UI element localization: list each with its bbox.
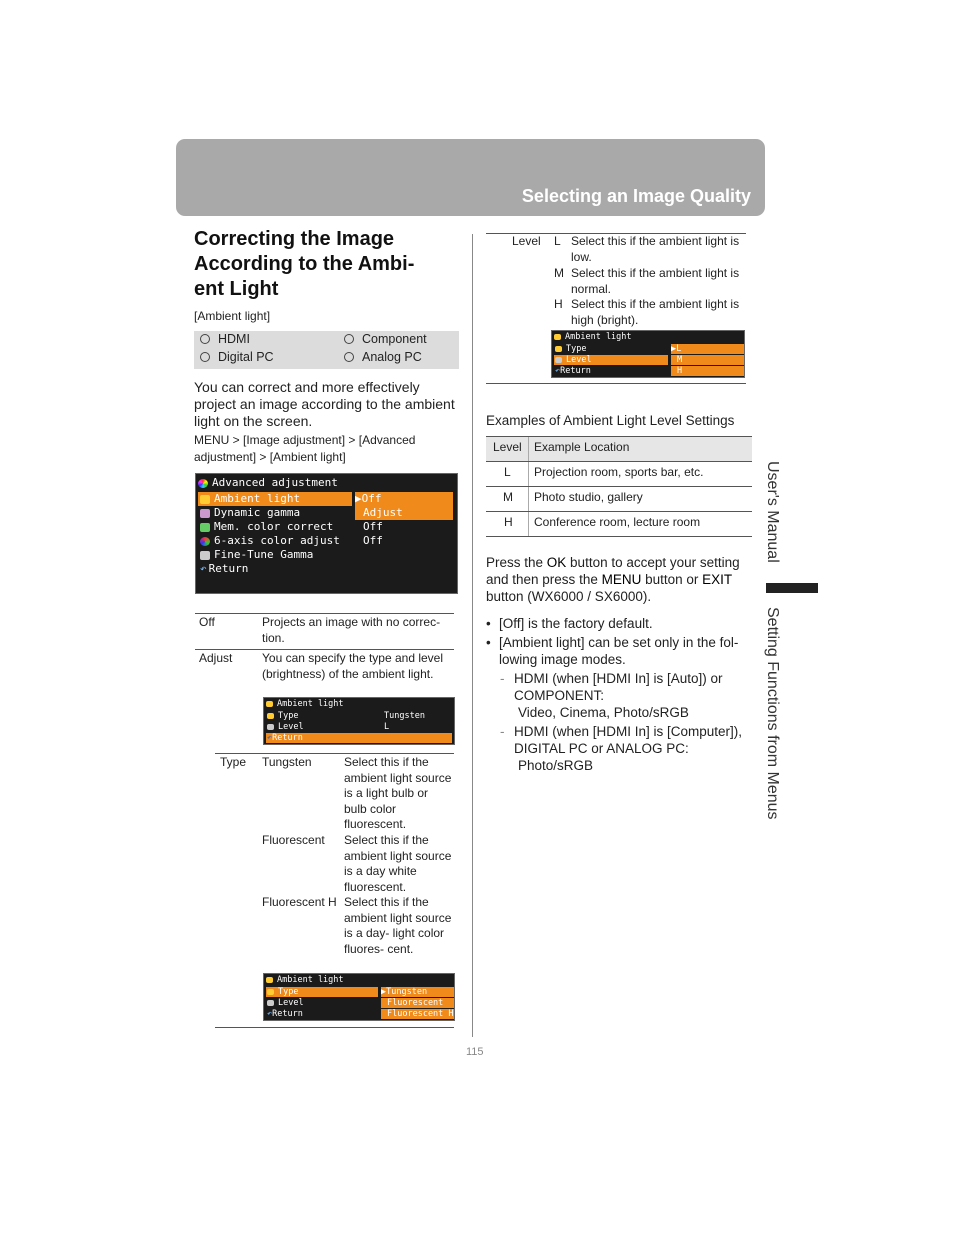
text: button to accept your setting [566, 555, 740, 570]
color-wheel-icon [198, 479, 208, 488]
circle-icon [344, 334, 354, 344]
ambient-light-level-osd [551, 330, 745, 378]
osd-title-text: Ambient light [277, 699, 344, 709]
osd-option[interactable]: M [671, 355, 744, 365]
page-title-line: ent Light [194, 278, 279, 300]
osd-item-label: Return [272, 733, 303, 743]
osd-row-type[interactable] [266, 987, 452, 997]
level-code: M [554, 266, 564, 280]
level-desc: Select this if the ambient light is high (bright). [571, 297, 740, 327]
osd-row-level[interactable] [266, 722, 452, 732]
dash-icon: - [500, 724, 505, 739]
dash-icon: - [500, 671, 505, 686]
list-subitem [486, 723, 752, 774]
table-rule [486, 536, 752, 537]
osd-item-value: Tungsten [384, 711, 425, 721]
section-title: Selecting an Image Quality [521, 186, 751, 206]
examples-header-level: Level [493, 440, 522, 454]
table-rule [486, 461, 752, 462]
osd-option[interactable]: H [671, 366, 744, 376]
option-adjust-desc: You can specify the type and level (brightness) of the ambient light. [262, 651, 444, 681]
osd-row-level[interactable] [554, 355, 742, 365]
subitem-text: HDMI (when [HDMI In] is [Auto]) or COMPONENT: [514, 671, 723, 703]
ambient-light-type-osd [263, 973, 455, 1021]
osd-row-return[interactable] [198, 562, 455, 576]
input-sources-box [194, 331, 459, 369]
examples-level: L [504, 465, 511, 479]
gamma-icon [200, 509, 210, 518]
level-desc: Select this if the ambient light is normal. [571, 266, 740, 296]
osd-row-mem-color[interactable] [198, 520, 455, 534]
table-rule [195, 613, 454, 614]
source-label: Analog PC [362, 350, 422, 364]
table-rule [486, 436, 752, 437]
subitem-modes: Video, Cinema, Photo/sRGB [518, 705, 689, 720]
osd-item-value: ▶Off [355, 492, 453, 506]
osd-row-return[interactable] [266, 733, 452, 743]
bulb-icon [267, 989, 274, 995]
circle-icon [200, 352, 210, 362]
osd-title [554, 332, 742, 342]
osd-title [266, 699, 452, 709]
page-number: 115 [466, 1046, 484, 1058]
ambient-light-icon [554, 334, 561, 340]
osd-title [198, 476, 455, 490]
osd-item-value: Off [363, 520, 383, 533]
level-icon [555, 357, 562, 363]
bulb-icon [267, 713, 274, 719]
osd-title-text: Ambient light [565, 332, 632, 342]
osd-item-value: Adjust [355, 506, 453, 520]
chapter-header-band [176, 139, 765, 216]
source-analog-pc [344, 350, 422, 364]
menu-key: MENU [601, 572, 642, 587]
osd-option[interactable]: Fluorescent H [381, 1009, 454, 1019]
osd-item-label: Level [278, 998, 304, 1008]
side-tab-marker [766, 583, 818, 593]
osd-item-label: Return [208, 562, 249, 575]
source-label: Digital PC [218, 350, 274, 364]
six-axis-icon [200, 537, 210, 546]
exit-key: EXIT [702, 572, 733, 587]
osd-row-dynamic-gamma[interactable] [198, 506, 455, 520]
subitem-modes: Photo/sRGB [518, 758, 594, 773]
table-rule [215, 1027, 454, 1028]
side-tab [757, 455, 801, 855]
type-desc: Select this if the ambient light source is a day white fluorescent. [344, 833, 452, 894]
examples-level: M [503, 490, 513, 504]
ok-key: OK [546, 555, 567, 570]
type-name: Fluorescent [262, 833, 325, 847]
ambient-light-osd [263, 697, 455, 745]
osd-row-level[interactable] [266, 998, 452, 1008]
bullet-text: [Ambient light] can be set only in the fol- lowing image modes. [499, 635, 739, 667]
table-rule [215, 753, 454, 754]
osd-option[interactable]: Fluorescent [381, 998, 454, 1008]
bullet-icon: • [486, 616, 491, 631]
source-component [344, 332, 427, 346]
table-rule [486, 383, 746, 384]
option-adjust-label: Adjust [199, 651, 233, 665]
osd-item-label: Return [560, 366, 591, 376]
osd-item-label: Level [566, 355, 592, 365]
osd-row-ambient-light[interactable] [198, 492, 455, 506]
level-icon [267, 1000, 274, 1006]
table-rule [486, 511, 752, 512]
menu-item-label: [Ambient light] [194, 309, 271, 323]
osd-option-text: Tungsten [386, 987, 428, 997]
osd-option[interactable]: ▶Tungsten [381, 987, 454, 997]
menu-path: MENU > [Image adjustment] > [Advanced adjustment] > [Ambient light] [194, 433, 416, 464]
osd-item-label: Fine-Tune Gamma [214, 548, 314, 561]
type-desc: Select this if the ambient light source is a day- light color fluores- cent. [344, 895, 452, 956]
osd-row-6-axis[interactable] [198, 534, 455, 548]
osd-item-label: Type [278, 711, 299, 721]
source-label: HDMI [218, 332, 250, 346]
circle-icon [344, 352, 354, 362]
return-icon: ↶ [267, 1009, 273, 1019]
source-digital-pc [200, 350, 274, 364]
source-hdmi [200, 332, 250, 346]
osd-row-type[interactable] [266, 711, 452, 721]
osd-item-label: Ambient light [214, 492, 301, 505]
osd-item-value: L [384, 722, 390, 732]
intro-text: You can correct and more effectively project an image according to the ambient light on the screen. [194, 379, 455, 429]
side-tab-chapter: Setting Functions from Menus [764, 607, 781, 820]
bullet-text: [Off] is the factory default. [499, 616, 653, 631]
osd-value-text: Off [361, 492, 382, 505]
notes-list [486, 615, 752, 774]
text: Press the [486, 555, 547, 570]
press-ok-text [486, 554, 752, 605]
option-off-label: Off [199, 615, 215, 629]
osd-item-label: Dynamic gamma [214, 506, 301, 519]
level-icon [267, 724, 274, 730]
osd-title-text: Advanced adjustment [212, 476, 338, 489]
level-code: H [554, 297, 563, 311]
source-label: Component [362, 332, 427, 346]
osd-option[interactable]: ▶L [671, 344, 744, 354]
column-divider [472, 234, 473, 1037]
examples-location: Projection room, sports bar, etc. [534, 465, 704, 479]
circle-icon [200, 334, 210, 344]
osd-item-value: Off [363, 534, 383, 547]
type-desc: Select this if the ambient light source is a light bulb or bulb color fluorescent. [344, 755, 452, 831]
examples-level: H [504, 515, 513, 529]
osd-row-return[interactable] [266, 1009, 452, 1019]
level-desc: Select this if the ambient light is low. [571, 234, 740, 264]
page-title-line: Correcting the Image [194, 228, 395, 250]
table-rule [195, 649, 454, 650]
text: and then press the [486, 572, 602, 587]
osd-row-return[interactable] [554, 366, 742, 376]
return-icon: ↶ [200, 562, 207, 575]
subitem-text: HDMI (when [HDMI In] is [Computer]), DIGITAL PC or ANALOG PC: [514, 724, 743, 756]
type-label: Type [220, 755, 247, 769]
color-correct-icon [200, 523, 210, 532]
bulb-icon [555, 346, 562, 352]
return-icon: ↶ [555, 366, 561, 376]
osd-title [266, 975, 452, 985]
ambient-light-icon [266, 977, 273, 983]
examples-caption: Examples of Ambient Light Level Settings [486, 413, 735, 428]
page-title [194, 227, 444, 302]
ambient-light-icon [266, 701, 273, 707]
osd-title-text: Ambient light [277, 975, 344, 985]
text: button or [641, 572, 703, 587]
osd-item-label: Return [272, 1009, 303, 1019]
osd-row-fine-tune[interactable] [198, 548, 455, 562]
osd-item-label: Type [278, 987, 299, 997]
level-code: L [554, 234, 561, 248]
examples-header-location: Example Location [534, 440, 630, 454]
side-tab-manual: User's Manual [764, 461, 781, 563]
osd-item-label: Level [278, 722, 304, 732]
osd-row-type[interactable] [554, 344, 742, 354]
examples-location: Conference room, lecture room [534, 515, 701, 529]
osd-item-label: Type [566, 344, 587, 354]
osd-option-text: L [676, 344, 682, 354]
advanced-adjustment-osd [195, 473, 458, 594]
list-item [486, 634, 752, 668]
page-title-line: According to the Ambi- [194, 253, 415, 275]
type-name: Tungsten [262, 755, 312, 769]
list-item [486, 615, 752, 632]
return-icon: ↶ [267, 733, 273, 743]
level-label: Level [512, 234, 541, 248]
osd-item-label: 6-axis color adjust [214, 534, 340, 547]
examples-location: Photo studio, gallery [534, 490, 643, 504]
text: button (WX6000 / SX6000). [486, 589, 652, 604]
ambient-light-icon [200, 495, 210, 504]
list-subitem [486, 670, 752, 721]
fine-tune-icon [200, 551, 210, 560]
type-name: Fluorescent H [262, 895, 337, 909]
osd-item-label: Mem. color correct [214, 520, 334, 533]
option-off-desc: Projects an image with no correc- tion. [262, 615, 441, 645]
bullet-icon: • [486, 635, 491, 650]
table-rule [486, 486, 752, 487]
